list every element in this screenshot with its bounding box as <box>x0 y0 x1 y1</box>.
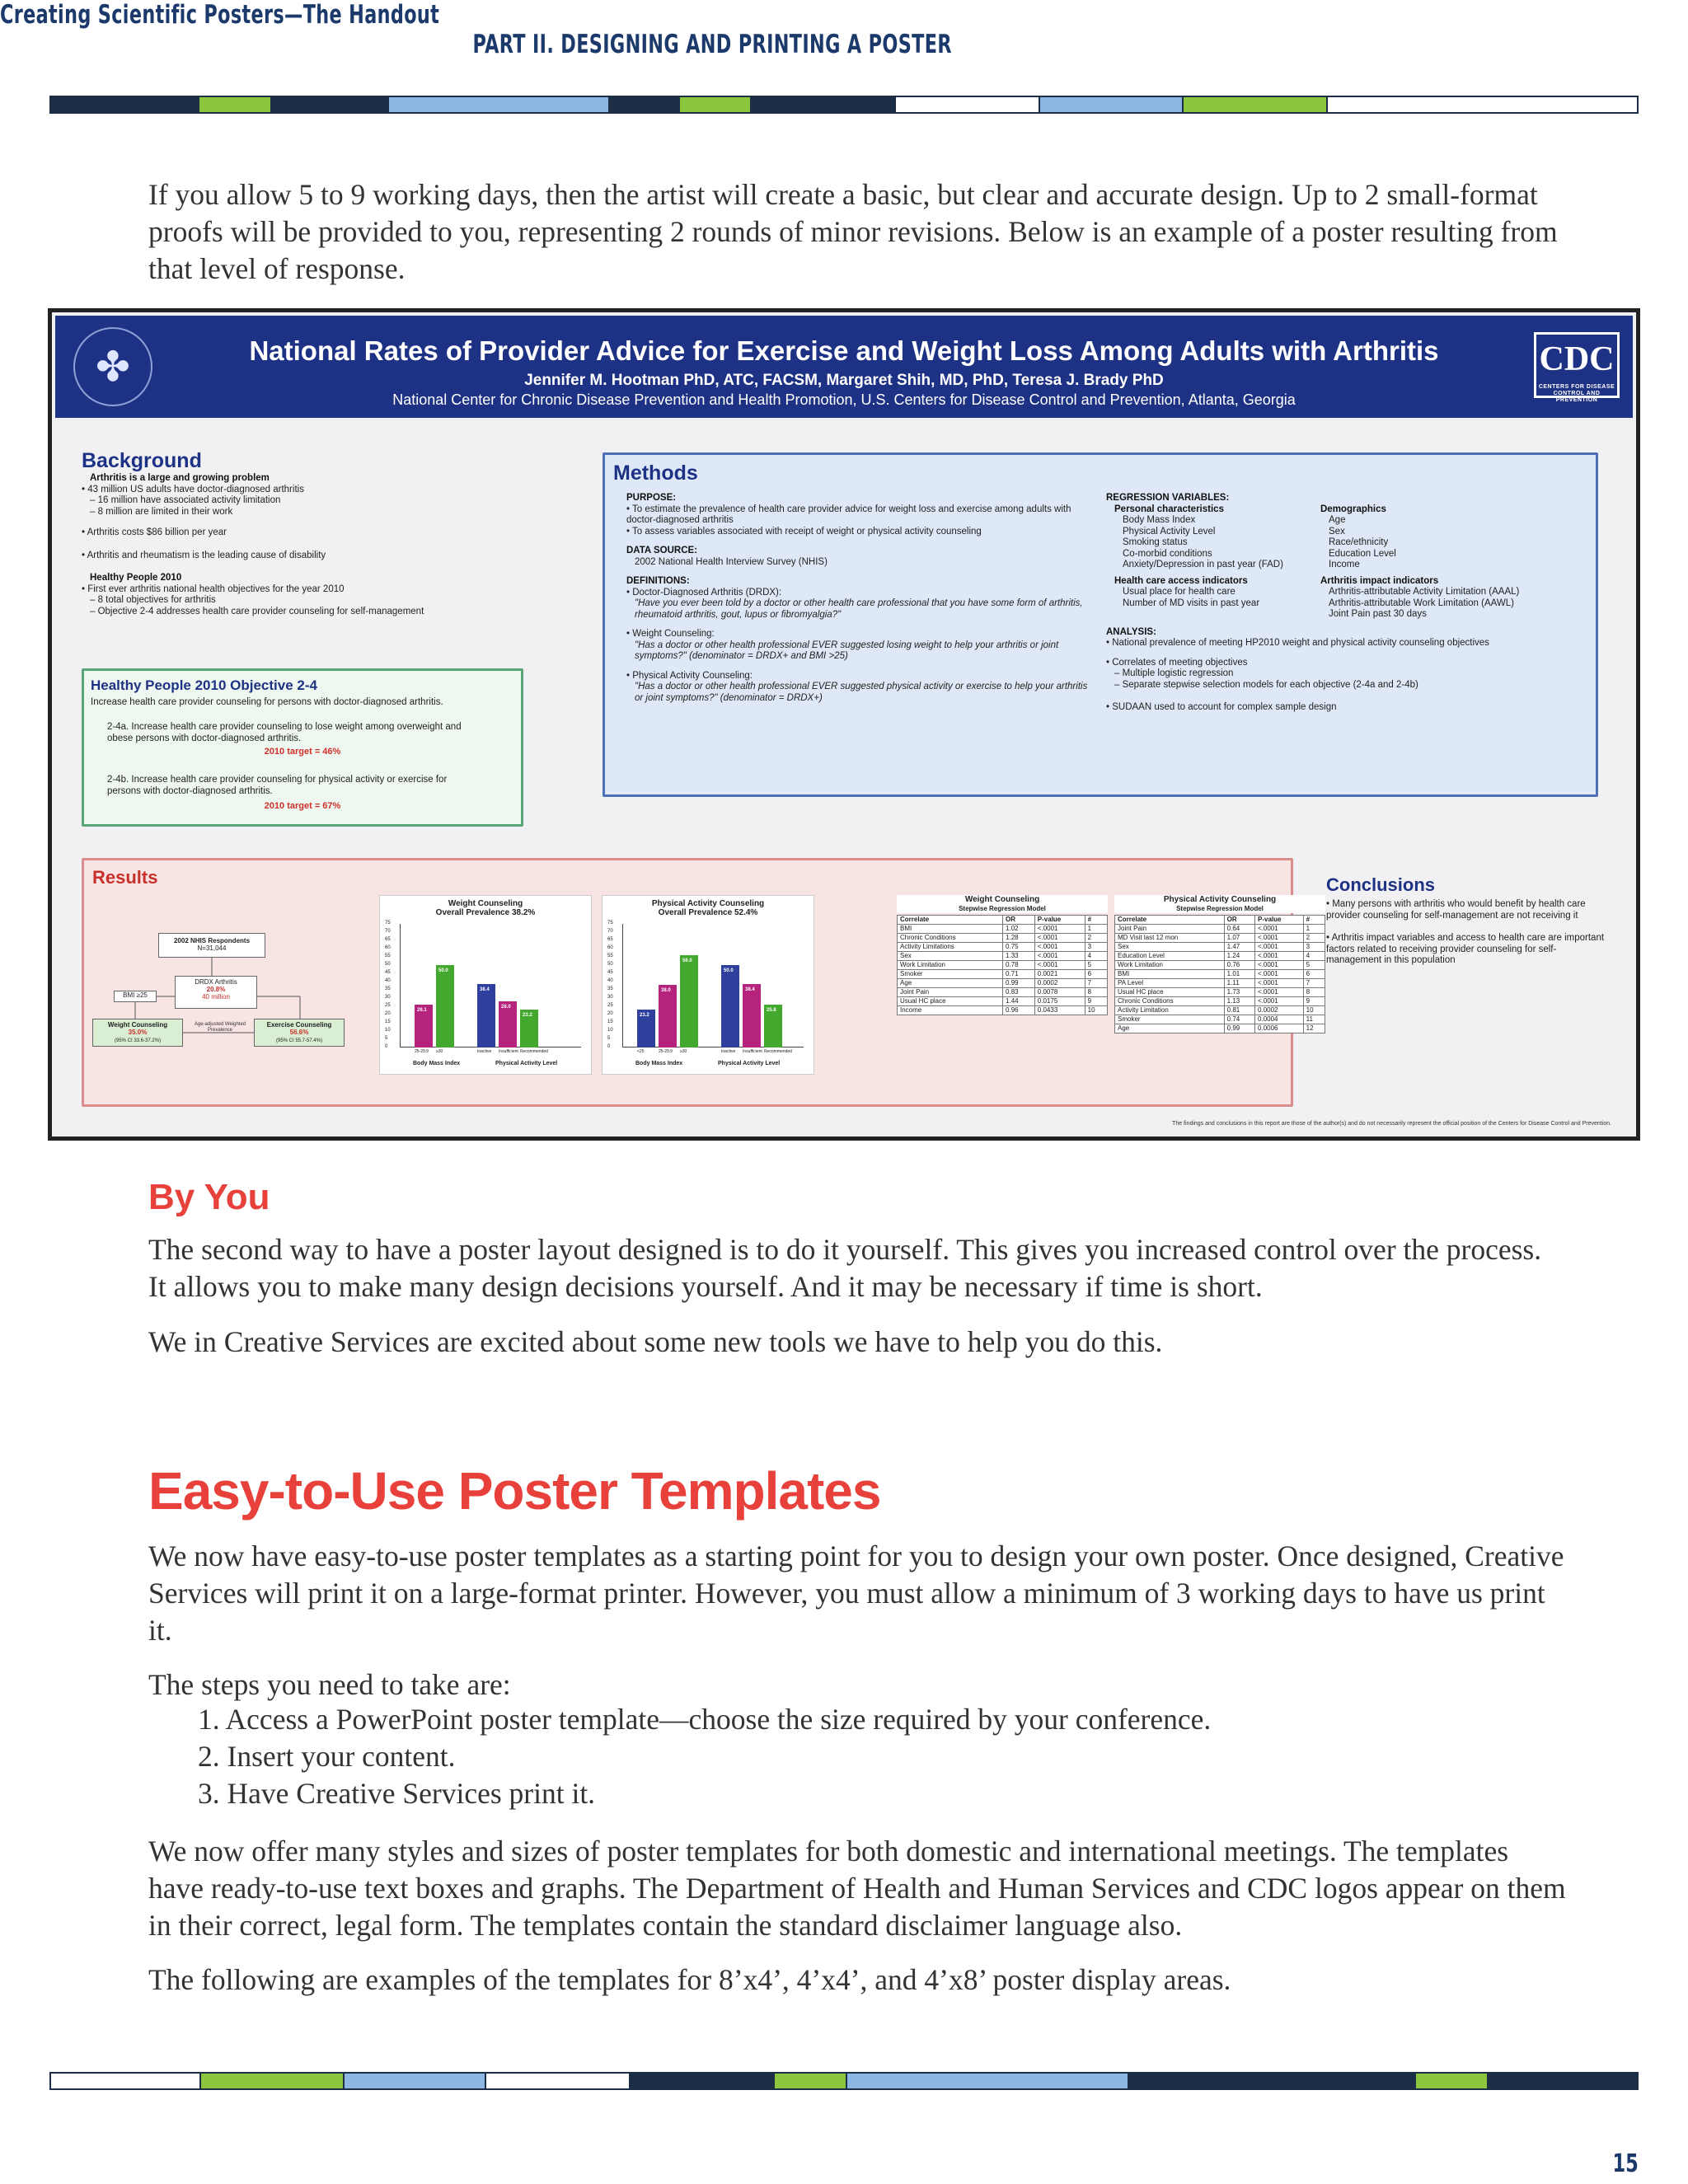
chart-subtitle: Overall Prevalence 52.4% <box>658 908 758 917</box>
weight-regression-table <box>897 915 1108 1015</box>
background-line: • First ever arthritis national health objectives for the year 2010 <box>82 583 345 594</box>
objective-a: 2-4a. Increase health care provider counseling to lose weight among overweight and obese persons with doctor-diagnosed arthritis. <box>107 722 462 743</box>
regression-var: Sex <box>1329 526 1345 537</box>
step-item: 3. Have Creative Services print it. <box>198 1777 596 1810</box>
regression-var: Anxiety/Depression in past year (FAD) <box>1123 560 1283 569</box>
table-row <box>1115 952 1325 961</box>
chart-x-label: Physical Activity Level <box>495 1061 558 1066</box>
steps-intro: The steps you need to take are: <box>148 1668 511 1701</box>
table-cell: Sex <box>898 952 1003 961</box>
table1-title: Weight Counseling Stepwise Regression Model <box>897 895 1108 913</box>
activity-regression-table <box>1114 915 1325 1033</box>
conclusion-item: • Many persons with arthritis who would benefit by health care provider counseling for self-management are not receiving it <box>1326 899 1586 921</box>
table-header-row <box>898 916 1108 925</box>
demographics-head: Demographics <box>1320 504 1386 514</box>
table-cell: MD Visit last 12 mon <box>1115 934 1225 943</box>
chart-y-tick: 55 <box>385 954 391 958</box>
poster-disclaimer: The findings and conclusions in this report are those of the author(s) and do not necessarily represent the official position of the Centers for Disease Control and Prevention. <box>1172 1121 1611 1127</box>
table-row <box>1115 1024 1325 1033</box>
chart-category-label: Recommended <box>764 1049 792 1054</box>
table-cell: 1.01 <box>1224 970 1254 979</box>
background-line: – 8 total objectives for arthritis <box>90 595 216 605</box>
table-cell: 1.33 <box>1003 952 1035 961</box>
chart-y-tick: 70 <box>385 929 391 934</box>
chart-value-label: 25.8 <box>767 1008 776 1014</box>
table-cell: 0.83 <box>1003 988 1035 997</box>
flow-drdx: DRDX Arthritis 20.8% 40 million <box>175 976 257 1009</box>
flow-weight-counseling: Weight Counseling 35.0% (95% CI 33.6-37.2%) <box>92 1019 183 1047</box>
table2-title: Physical Activity Counseling Stepwise Regression Model <box>1114 895 1325 913</box>
table-row <box>898 934 1108 943</box>
table-cell: 8 <box>1303 988 1325 997</box>
table-cell: 1.47 <box>1224 943 1254 952</box>
table-cell: <.0001 <box>1255 979 1304 988</box>
table-cell: 1 <box>1303 925 1325 934</box>
chart-y-tick: 65 <box>607 937 613 942</box>
chart-bar <box>477 984 495 1047</box>
chart-category-label: Insufficient <box>499 1049 518 1054</box>
chart-y-tick: 55 <box>607 954 613 958</box>
templates-paragraph-1: We now have easy-to-use poster templates as a starting point for you to design your own poster. Once designed, Creative Services will print it on a large-format printer. However, you must allow a minimum of 3 working days to have us print it. <box>148 1540 1564 1647</box>
chart-bar <box>659 985 677 1047</box>
table-row <box>898 970 1108 979</box>
objective-b-target: 2010 target = 67% <box>264 801 341 811</box>
physical-activity-chart <box>602 895 814 1075</box>
table-cell: 1.44 <box>1003 997 1035 1006</box>
methods-line: • SUDAAN used to account for complex sample design <box>1106 702 1337 712</box>
table-cell: Smoker <box>1115 1015 1225 1024</box>
table-header-cell: OR <box>1224 916 1254 925</box>
chart-value-label: 23.2 <box>523 1012 532 1018</box>
chart-y-tick: 10 <box>607 1028 613 1033</box>
chart-y-tick: 5 <box>607 1036 611 1041</box>
chart-value-label: 38.4 <box>745 987 755 993</box>
methods-box <box>603 452 1598 797</box>
chart-y-tick: 60 <box>607 945 613 950</box>
table-cell: Education Level <box>1115 952 1225 961</box>
table-cell: <.0001 <box>1255 988 1304 997</box>
chart-category-label: 25-29.9 <box>415 1049 429 1054</box>
table-cell: Work Limitation <box>898 961 1003 970</box>
table-cell: 0.96 <box>1003 1006 1035 1015</box>
chart-y-tick: 40 <box>385 978 391 983</box>
table-cell: <.0001 <box>1034 943 1085 952</box>
chart-y-tick: 75 <box>607 921 613 926</box>
table-row <box>898 943 1108 952</box>
flow-arrows <box>84 860 356 1058</box>
table-cell: <.0001 <box>1034 961 1085 970</box>
conclusions-section <box>1326 874 1606 967</box>
bottom-color-bar <box>49 2072 1639 2090</box>
chart-value-label: 50.0 <box>724 968 734 973</box>
table-cell: 11 <box>1303 1015 1325 1024</box>
regression-var: Body Mass Index <box>1123 515 1196 525</box>
step-item: 1. Access a PowerPoint poster template—choose the size required by your conference. <box>198 1703 1212 1736</box>
table-cell: 9 <box>1085 997 1107 1006</box>
table-cell: 0.99 <box>1003 979 1035 988</box>
data-source-head: DATA SOURCE: <box>626 546 698 555</box>
chart-y-tick: 30 <box>607 995 613 1000</box>
table-cell: <.0001 <box>1255 952 1304 961</box>
results-heading: Results <box>92 867 158 888</box>
table-cell: Joint Pain <box>1115 925 1225 934</box>
chart-category-label: <25 <box>637 1049 645 1054</box>
steps-list <box>198 1701 1211 1812</box>
arthritis-impact-head: Arthritis impact indicators <box>1320 575 1439 586</box>
conclusions-heading: Conclusions <box>1326 874 1436 895</box>
table-cell: <.0001 <box>1034 925 1085 934</box>
chart-value-label: 56.0 <box>682 958 692 963</box>
table-cell: 2 <box>1085 934 1107 943</box>
table-header-cell: # <box>1303 916 1325 925</box>
table-header-cell: OR <box>1003 916 1035 925</box>
page-number: 15 <box>1612 2149 1639 2178</box>
chart-value-label: 50.0 <box>438 968 448 973</box>
chart-bar <box>721 965 739 1047</box>
regression-var: Arthritis-attributable Work Limitation (AAWL) <box>1329 598 1514 608</box>
table-cell: Activity Limitation <box>1115 1006 1225 1015</box>
chart-y-tick: 30 <box>385 995 391 1000</box>
table-header-cell: P-value <box>1255 916 1304 925</box>
objective-box <box>82 668 523 827</box>
chart-category-label: Inactive <box>477 1049 492 1054</box>
methods-line: "Has a doctor or other health professional EVER suggested physical activity or exercise to help your arthritis or joint symptoms?" (denominator = DRDX+) <box>635 682 1088 703</box>
chart-bar <box>680 955 698 1047</box>
table-cell: 12 <box>1303 1024 1325 1033</box>
table-cell: BMI <box>1115 970 1225 979</box>
healthy-people-subhead: Healthy People 2010 <box>90 573 182 583</box>
table-row <box>1115 1015 1325 1024</box>
methods-heading: Methods <box>613 462 698 485</box>
table-cell: 1.13 <box>1224 997 1254 1006</box>
table-cell: Sex <box>1115 943 1225 952</box>
chart-y-tick: 70 <box>607 929 613 934</box>
chart-y-tick: 10 <box>385 1028 391 1033</box>
chart-y-tick: 35 <box>607 987 613 991</box>
chart-category-label: ≥30 <box>436 1049 443 1054</box>
table-cell: Joint Pain <box>898 988 1003 997</box>
table-cell: Chronic Conditions <box>898 934 1003 943</box>
table-cell: <.0001 <box>1255 970 1304 979</box>
table-header-cell: Correlate <box>1115 916 1225 925</box>
regression-var: Age <box>1329 515 1346 525</box>
chart-y-tick: 35 <box>385 987 391 991</box>
table-cell: 7 <box>1085 979 1107 988</box>
table-row <box>898 979 1108 988</box>
table-cell: 0.0078 <box>1034 988 1085 997</box>
background-line: • Arthritis costs $86 billion per year <box>82 527 227 537</box>
chart-y-tick: 45 <box>385 970 391 975</box>
results-box <box>82 858 1314 1107</box>
table-cell: 4 <box>1085 952 1107 961</box>
chart-y-tick: 50 <box>385 962 391 967</box>
table-header-row <box>1115 916 1325 925</box>
table-cell: PA Level <box>1115 979 1225 988</box>
methods-line: – Separate stepwise selection models for each objective (2-4a and 2-4b) <box>1114 679 1418 690</box>
table-row <box>1115 925 1325 934</box>
step-item: 2. Insert your content. <box>198 1740 456 1773</box>
chart-y-tick: 20 <box>385 1011 391 1016</box>
table-header-cell: # <box>1085 916 1107 925</box>
table-cell: 0.0004 <box>1255 1015 1304 1024</box>
analysis-head: ANALYSIS: <box>1106 626 1156 637</box>
chart-category-label: Inactive <box>721 1049 736 1054</box>
personal-char-head: Personal characteristics <box>1114 504 1224 514</box>
table-row <box>1115 979 1325 988</box>
table-cell: 0.0175 <box>1034 997 1085 1006</box>
methods-line: "Have you ever been told by a doctor or other health care professional that you have some form of arthritis, rheumatoid arthritis, gout, lupus or fibromyalgia?" <box>635 598 1083 620</box>
running-header-left: Creating Scientific Posters—The Handout <box>0 0 440 30</box>
table-cell: 5 <box>1303 961 1325 970</box>
intro-paragraph: If you allow 5 to 9 working days, then the artist will create a basic, but clear and accurate design. Up to 2 small-format proofs will be provided to you, representing 2 rounds of minor revisions. Below is an example of a poster resulting from that level of response. <box>148 178 1558 285</box>
table-row <box>898 952 1108 961</box>
chart-y-tick: 0 <box>385 1044 388 1049</box>
regression-head: REGRESSION VARIABLES: <box>1106 493 1230 503</box>
chart-value-label: 38.4 <box>480 987 490 993</box>
chart-title: Weight Counseling <box>448 899 523 908</box>
table-row <box>1115 997 1325 1006</box>
table-cell: 0.71 <box>1003 970 1035 979</box>
background-subhead: Arthritis is a large and growing problem <box>90 473 270 483</box>
table-cell: 1.24 <box>1224 952 1254 961</box>
objective-heading: Healthy People 2010 Objective 2-4 <box>91 677 317 693</box>
table-cell: 0.0021 <box>1034 970 1085 979</box>
poster-title: National Rates of Provider Advice for Exercise and Weight Loss Among Adults with Arthritis <box>249 335 1439 366</box>
table-cell: 9 <box>1303 997 1325 1006</box>
flow-note: Age-adjusted Weighted Prevalence <box>194 1022 246 1033</box>
top-color-bar <box>49 96 1639 114</box>
chart-category-label: Recommended <box>520 1049 548 1054</box>
objective-b: 2-4b. Increase health care provider counseling for physical activity or exercise for persons with doctor-diagnosed arthritis. <box>107 775 448 796</box>
table-row <box>898 961 1108 970</box>
table-cell: 8 <box>1085 988 1107 997</box>
chart-y-tick: 15 <box>607 1019 613 1024</box>
table-cell: Smoker <box>898 970 1003 979</box>
table-cell: 0.76 <box>1224 961 1254 970</box>
table-cell: 10 <box>1303 1006 1325 1015</box>
chart-category-label: Insufficient <box>743 1049 762 1054</box>
table-cell: <.0001 <box>1034 934 1085 943</box>
table-cell: 10 <box>1085 1006 1107 1015</box>
table-cell: 6 <box>1303 970 1325 979</box>
chart-subtitle: Overall Prevalence 38.2% <box>435 908 536 917</box>
table-cell: 0.74 <box>1224 1015 1254 1024</box>
chart-y-tick: 75 <box>385 921 391 926</box>
chart-value-label: 28.0 <box>501 1005 511 1010</box>
table-cell: 3 <box>1085 943 1107 952</box>
table-cell: Age <box>1115 1024 1225 1033</box>
table-row <box>1115 961 1325 970</box>
table-cell: 5 <box>1085 961 1107 970</box>
table-cell: 6 <box>1085 970 1107 979</box>
flow-bmi: BMI ≥25 <box>114 991 157 1002</box>
table-cell: Work Limitation <box>1115 961 1225 970</box>
table-cell: <.0001 <box>1255 934 1304 943</box>
poster-affiliation: National Center for Chronic Disease Prevention and Health Promotion, U.S. Centers for Disease Control and Prevention, Atlanta, Georgia <box>392 391 1296 408</box>
chart-category-label: 25-29.9 <box>659 1049 673 1054</box>
table-row <box>1115 988 1325 997</box>
chart-bar <box>743 984 761 1047</box>
weight-counseling-chart <box>379 895 592 1075</box>
poster-banner <box>55 316 1633 418</box>
chart-title: Physical Activity Counseling <box>651 899 765 908</box>
table-header-cell: Correlate <box>898 916 1003 925</box>
chart-y-tick: 50 <box>607 962 613 967</box>
background-line: – Objective 2-4 addresses health care provider counseling for self-management <box>90 606 424 616</box>
chart-y-tick: 40 <box>607 978 613 983</box>
regression-var: Co-morbid conditions <box>1123 548 1212 559</box>
table-cell: 1.11 <box>1224 979 1254 988</box>
flow-exercise-counseling: Exercise Counseling 56.6% (95% CI 55.7-57.4%) <box>254 1019 345 1047</box>
methods-line: • Correlates of meeting objectives <box>1106 657 1248 668</box>
hhs-seal-icon: ✤ <box>73 327 152 406</box>
background-heading: Background <box>82 449 202 472</box>
regression-var: Number of MD visits in past year <box>1123 598 1260 608</box>
table-row <box>898 988 1108 997</box>
table-cell: Usual HC place <box>898 997 1003 1006</box>
regression-var: Income <box>1329 560 1360 569</box>
templates-heading: Easy-to-Use Poster Templates <box>148 1461 881 1521</box>
regression-var: Smoking status <box>1123 537 1188 547</box>
chart-y-tick: 60 <box>385 945 391 950</box>
methods-line: • Weight Counseling: <box>626 629 715 639</box>
table-cell: 0.75 <box>1003 943 1035 952</box>
by-you-paragraph-2: We in Creative Services are excited about some new tools we have to help you do this. <box>148 1325 1163 1358</box>
chart-value-label: 38.0 <box>661 988 671 993</box>
table-row <box>1115 934 1325 943</box>
chart-y-tick: 0 <box>607 1044 611 1049</box>
table-row <box>1115 970 1325 979</box>
flow-respondents: 2002 NHIS Respondents N=31,044 <box>158 933 265 958</box>
table-row <box>898 925 1108 934</box>
table-row <box>1115 1006 1325 1015</box>
table-cell: 0.0002 <box>1034 979 1085 988</box>
methods-line: • Doctor-Diagnosed Arthritis (DRDX): <box>626 587 782 598</box>
chart-category-label: ≥30 <box>680 1049 687 1054</box>
table-cell: Chronic Conditions <box>1115 997 1225 1006</box>
chart-y-tick: 5 <box>385 1036 388 1041</box>
chart-x-label: Physical Activity Level <box>718 1061 781 1066</box>
chart-y-tick: 45 <box>607 970 613 975</box>
table-cell: 0.0006 <box>1255 1024 1304 1033</box>
table-cell: Age <box>898 979 1003 988</box>
chart-y-tick: 20 <box>607 1011 613 1016</box>
table-cell: 7 <box>1303 979 1325 988</box>
table-cell: 1 <box>1085 925 1107 934</box>
table-cell: 2 <box>1303 934 1325 943</box>
table-header-cell: P-value <box>1034 916 1085 925</box>
purpose-head: PURPOSE: <box>626 493 677 503</box>
regression-var: Arthritis-attributable Activity Limitation (AAAL) <box>1329 587 1520 597</box>
table-row <box>1115 943 1325 952</box>
table-cell: 0.0002 <box>1255 1006 1304 1015</box>
table-cell: 0.81 <box>1224 1006 1254 1015</box>
table-cell: 1.73 <box>1224 988 1254 997</box>
table-cell: 4 <box>1303 952 1325 961</box>
table-cell: Income <box>898 1006 1003 1015</box>
chart-value-label: 26.1 <box>417 1007 427 1013</box>
methods-line: • To assess variables associated with receipt of weight or physical activity counseling <box>626 526 982 537</box>
methods-line: • Physical Activity Counseling: <box>626 670 753 681</box>
table-cell: Usual HC place <box>1115 988 1225 997</box>
chart-value-label: 23.2 <box>640 1012 649 1018</box>
methods-line: • To estimate the prevalence of health care provider advice for weight loss and exercise among adults with doctor-diagnosed arthritis <box>626 504 1071 525</box>
table-row <box>898 997 1108 1006</box>
poster-authors: Jennifer M. Hootman PhD, ATC, FACSM, Margaret Shih, MD, PhD, Teresa J. Brady PhD <box>524 372 1164 389</box>
health-care-head: Health care access indicators <box>1114 575 1248 586</box>
table-cell: 0.99 <box>1224 1024 1254 1033</box>
chart-bar <box>436 965 454 1047</box>
running-header-right: PART II. DESIGNING AND PRINTING A POSTER <box>472 30 952 59</box>
templates-paragraph-2: We now offer many styles and sizes of poster templates for both domestic and international meetings. The templates have ready-to-use text boxes and graphs. The Department of Health and Human Services and CDC logos appear on them in their correct, legal form. The templates contain the standard disclaimer language also. <box>148 1835 1566 1942</box>
chart-y-tick: 25 <box>385 1003 391 1008</box>
table-cell: 1.28 <box>1003 934 1035 943</box>
objective-a-target: 2010 target = 46% <box>264 747 341 757</box>
table-cell: <.0001 <box>1255 961 1304 970</box>
background-section <box>82 449 593 617</box>
chart-x-label: Body Mass Index <box>413 1061 461 1066</box>
table-cell: 0.0433 <box>1034 1006 1085 1015</box>
table-cell: 1.07 <box>1224 934 1254 943</box>
table-cell: 0.78 <box>1003 961 1035 970</box>
regression-var: Race/ethnicity <box>1329 537 1389 547</box>
background-line: – 16 million have associated activity limitation <box>90 495 281 505</box>
by-you-paragraph-1: The second way to have a poster layout designed is to do it yourself. This gives you increased control over the process. It allows you to make many design decisions yourself. And it may be necessary if time is short. <box>148 1233 1542 1303</box>
cdc-logo: CDC CENTERS FOR DISEASE CONTROL AND PREVENTION <box>1534 332 1620 398</box>
background-line: • 43 million US adults have doctor-diagnosed arthritis <box>82 484 304 494</box>
templates-paragraph-3: The following are examples of the templates for 8’x4’, 4’x4’, and 4’x8’ poster display areas. <box>148 1963 1231 1996</box>
background-line: – 8 million are limited in their work <box>90 506 233 517</box>
background-line: • Arthritis and rheumatism is the leading cause of disability <box>82 550 326 560</box>
chart-x-label: Body Mass Index <box>635 1061 683 1066</box>
table-cell: <.0001 <box>1255 943 1304 952</box>
table-cell: 0.64 <box>1224 925 1254 934</box>
table-cell: Activity Limitations <box>898 943 1003 952</box>
chart-y-tick: 15 <box>385 1019 391 1024</box>
definitions-head: DEFINITIONS: <box>626 576 690 586</box>
regression-var: Education Level <box>1329 548 1396 559</box>
regression-var: Usual place for health care <box>1123 587 1236 597</box>
methods-line: 2002 National Health Interview Survey (NHIS) <box>635 556 828 567</box>
chart-y-tick: 25 <box>607 1003 613 1008</box>
conclusion-item: • Arthritis impact variables and access to health care are important factors related to receiving provider counseling for self-management in this population <box>1326 933 1605 965</box>
table-cell: <.0001 <box>1255 997 1304 1006</box>
regression-var: Physical Activity Level <box>1123 526 1216 537</box>
table-cell: <.0001 <box>1255 925 1304 934</box>
objective-sub: Increase health care provider counseling for persons with doctor-diagnosed arthritis. <box>91 697 443 707</box>
table-cell: <.0001 <box>1034 952 1085 961</box>
table-cell: BMI <box>898 925 1003 934</box>
by-you-heading: By You <box>148 1177 270 1217</box>
table-cell: 3 <box>1303 943 1325 952</box>
table-cell: 1.02 <box>1003 925 1035 934</box>
methods-line: "Has a doctor or other health professional EVER suggested losing weight to help your arthritis or joint symptoms?" (denominator = DRDX+ and BMI >25) <box>635 640 1059 661</box>
example-poster <box>48 308 1640 1141</box>
regression-var: Joint Pain past 30 days <box>1329 609 1427 619</box>
methods-line: • National prevalence of meeting HP2010 weight and physical activity counseling objectives <box>1106 638 1489 648</box>
chart-y-tick: 65 <box>385 937 391 942</box>
table-row <box>898 1006 1108 1015</box>
methods-line: – Multiple logistic regression <box>1114 668 1234 678</box>
